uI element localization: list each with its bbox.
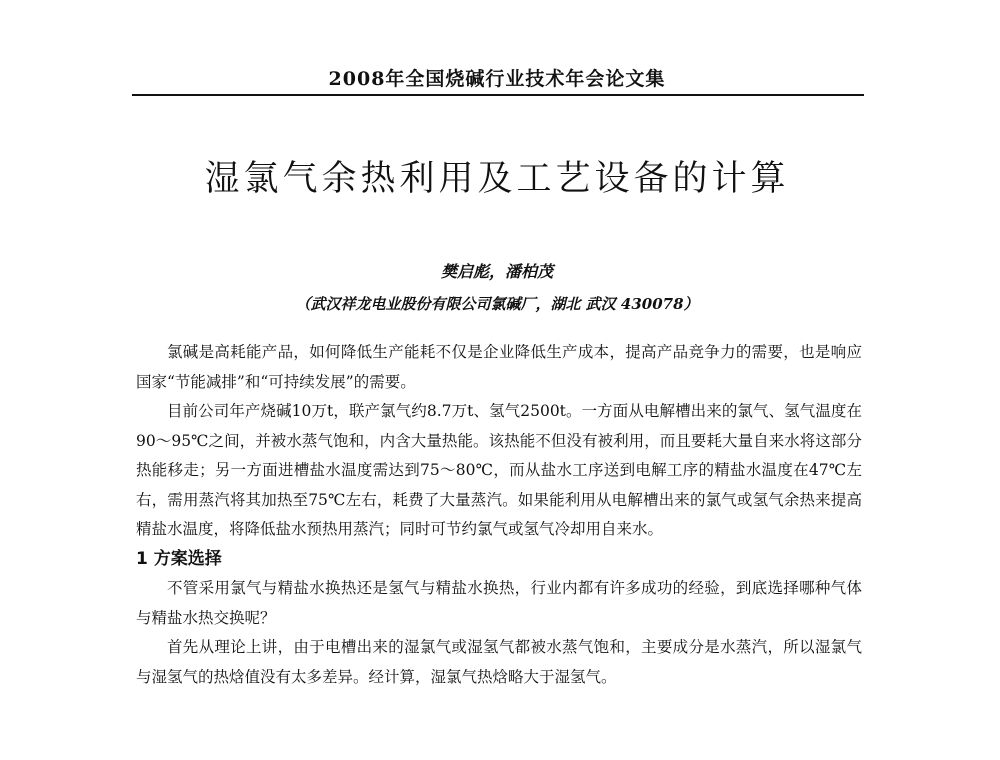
running-header: 2008年全国烧碱行业技术年会论文集 <box>328 68 666 90</box>
affiliation: （武汉祥龙电业股份有限公司氯碱厂，湖北 武汉 430078） <box>295 295 699 313</box>
authors: 樊启彪，潘柏茂 <box>440 262 553 281</box>
section-heading: 1 方案选择 <box>136 548 222 569</box>
paragraph-section1-question: 不管采用氯气与精盐水换热还是氢气与精盐水换热，行业内都有许多成功的经验，到底选择哪种气体与精盐水热交换呢？ <box>136 579 862 627</box>
body-text <box>136 338 862 692</box>
paper-title: 湿氯气余热利用及工艺设备的计算 <box>204 159 790 199</box>
header-rule <box>132 94 864 96</box>
paragraph-section1-theory: 首先从理论上讲，由于电槽出来的湿氯气或湿氢气都被水蒸气饱和，主要成分是水蒸汽，所以湿氯气与湿氢气的热焓值没有太多差异。经计算，湿氯气热焓略大于湿氢气。 <box>136 638 862 686</box>
paragraph-intro: 氯碱是高耗能产品，如何降低生产能耗不仅是企业降低生产成本，提高产品竞争力的需要，也是响应国家“节能减排”和“可持续发展”的需要。 <box>136 343 862 391</box>
paragraph-background: 目前公司年产烧碱10万t，联产氯气约8.7万t、氢气2500t。一方面从电解槽出来的氯气、氢气温度在90～95℃之间，并被水蒸气饱和，内含大量热能。该热能不但没有被利用，而且要耗大量自来水将这部分热能移走；另一方面进槽盐水温度需达到75～80℃，而从盐水工序送到电解工序的精盐水温度在47℃左右，需用蒸汽将其加热至75℃左右，耗费了大量蒸汽。如果能利用从电解槽出来的氯气或氢气余热来提高精盐水温度，将降低盐水预热用蒸汽；同时可节约氯气或氢气冷却用自来水。 <box>136 402 862 538</box>
